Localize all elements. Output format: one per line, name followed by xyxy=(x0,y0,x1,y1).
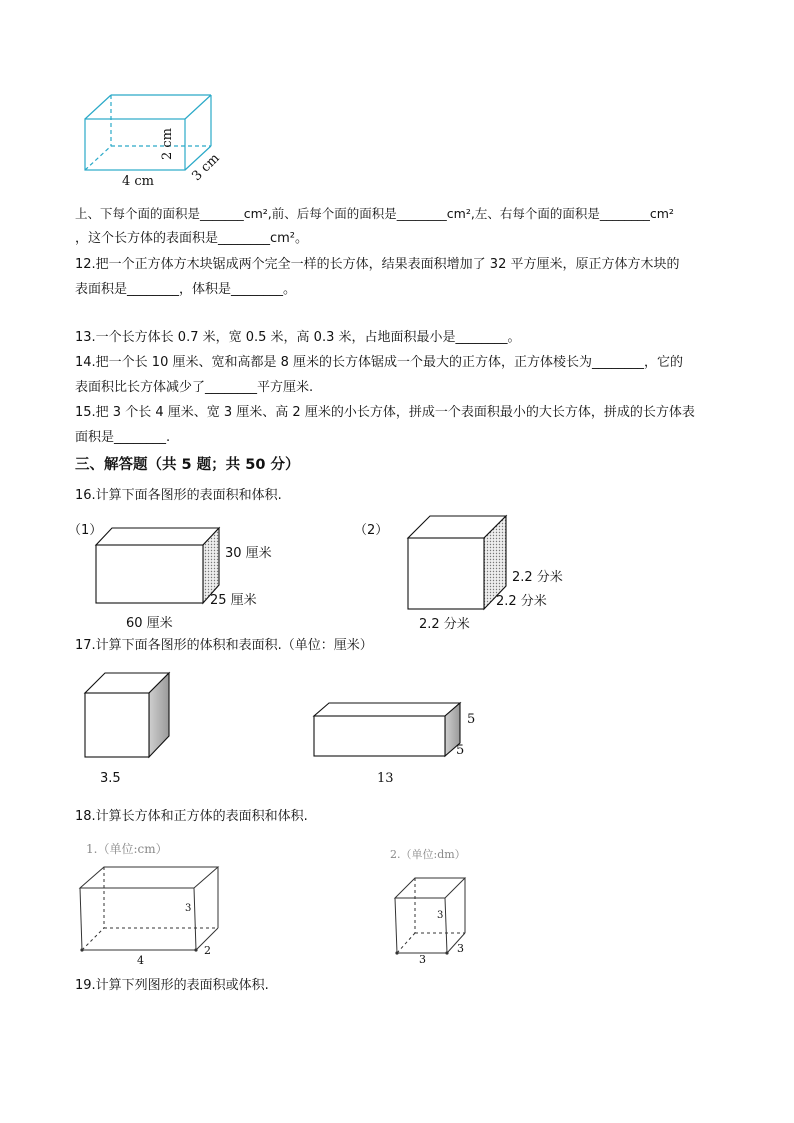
q19-text: 19.计算下列图形的表面积或体积. xyxy=(75,978,269,993)
depth-label: 2.2 分米 xyxy=(496,594,547,609)
unit-label: 2.（单位:dm） xyxy=(390,848,466,861)
edge-label: 3.5 xyxy=(100,771,121,786)
height-label: 5 xyxy=(467,712,476,727)
q14-line1: 14.把一个长 10 厘米、宽和高都是 8 厘米的长方体锯成一个最大的正方体，正方体棱长为________，它的 xyxy=(75,355,684,370)
q13-line1: 13.一个长方体长 0.7 米，宽 0.5 米，高 0.3 米，占地面积最小是________。 xyxy=(75,330,521,345)
section-3-heading: 三、解答题（共 5 题；共 50 分） xyxy=(75,457,300,473)
q14-line2: 表面积比长方体减少了________平方厘米. xyxy=(75,380,314,395)
q11-line1: 上、下每个面的面积是_______cm²,前、后每个面的面积是________cm²,左、右每个面的面积是________cm² xyxy=(75,206,674,221)
figure-tag: （1） xyxy=(68,523,103,538)
q15-line2: 面积是________. xyxy=(75,430,171,445)
depth-label: 5 xyxy=(456,743,465,758)
length-label: 4 xyxy=(137,954,144,967)
length-label: 13 xyxy=(377,771,394,786)
unit-label: 1.（单位:cm） xyxy=(86,842,168,856)
height-label: 30 厘米 xyxy=(225,546,272,561)
length-label: 3 xyxy=(419,953,426,966)
q16-text: 16.计算下面各图形的表面积和体积. xyxy=(75,488,282,503)
length-label: 2.2 分米 xyxy=(419,617,470,632)
q11-line2: ，这个长方体的表面积是________cm²。 xyxy=(75,231,309,246)
length-label: 60 厘米 xyxy=(126,616,173,631)
depth-label: 25 厘米 xyxy=(210,593,257,608)
depth-label: 3 xyxy=(457,942,464,955)
q12-line1: 12.把一个正方体方木块锯成两个完全一样的长方体，结果表面积增加了 32 平方厘米，原正方体方木块的 xyxy=(75,257,680,272)
height-label: 3 xyxy=(437,910,444,921)
figure-tag: （2） xyxy=(354,523,389,538)
q18-text: 18.计算长方体和正方体的表面积和体积. xyxy=(75,809,308,824)
height-label: 3 xyxy=(185,903,192,914)
q17-text: 17.计算下面各图形的体积和表面积.（单位：厘米） xyxy=(75,638,373,653)
q12-line2: 表面积是________，体积是________。 xyxy=(75,282,297,297)
q15-line1: 15.把 3 个长 4 厘米、宽 3 厘米、高 2 厘米的小长方体，拼成一个表面积最小的大长方体，拼成的长方体表 xyxy=(75,405,695,420)
depth-label: 3 cm xyxy=(189,150,223,185)
length-label: 4 cm xyxy=(122,174,155,189)
height-label: 2.2 分米 xyxy=(512,570,563,585)
height-label: 2 cm xyxy=(160,127,175,160)
depth-label: 2 xyxy=(204,944,211,957)
